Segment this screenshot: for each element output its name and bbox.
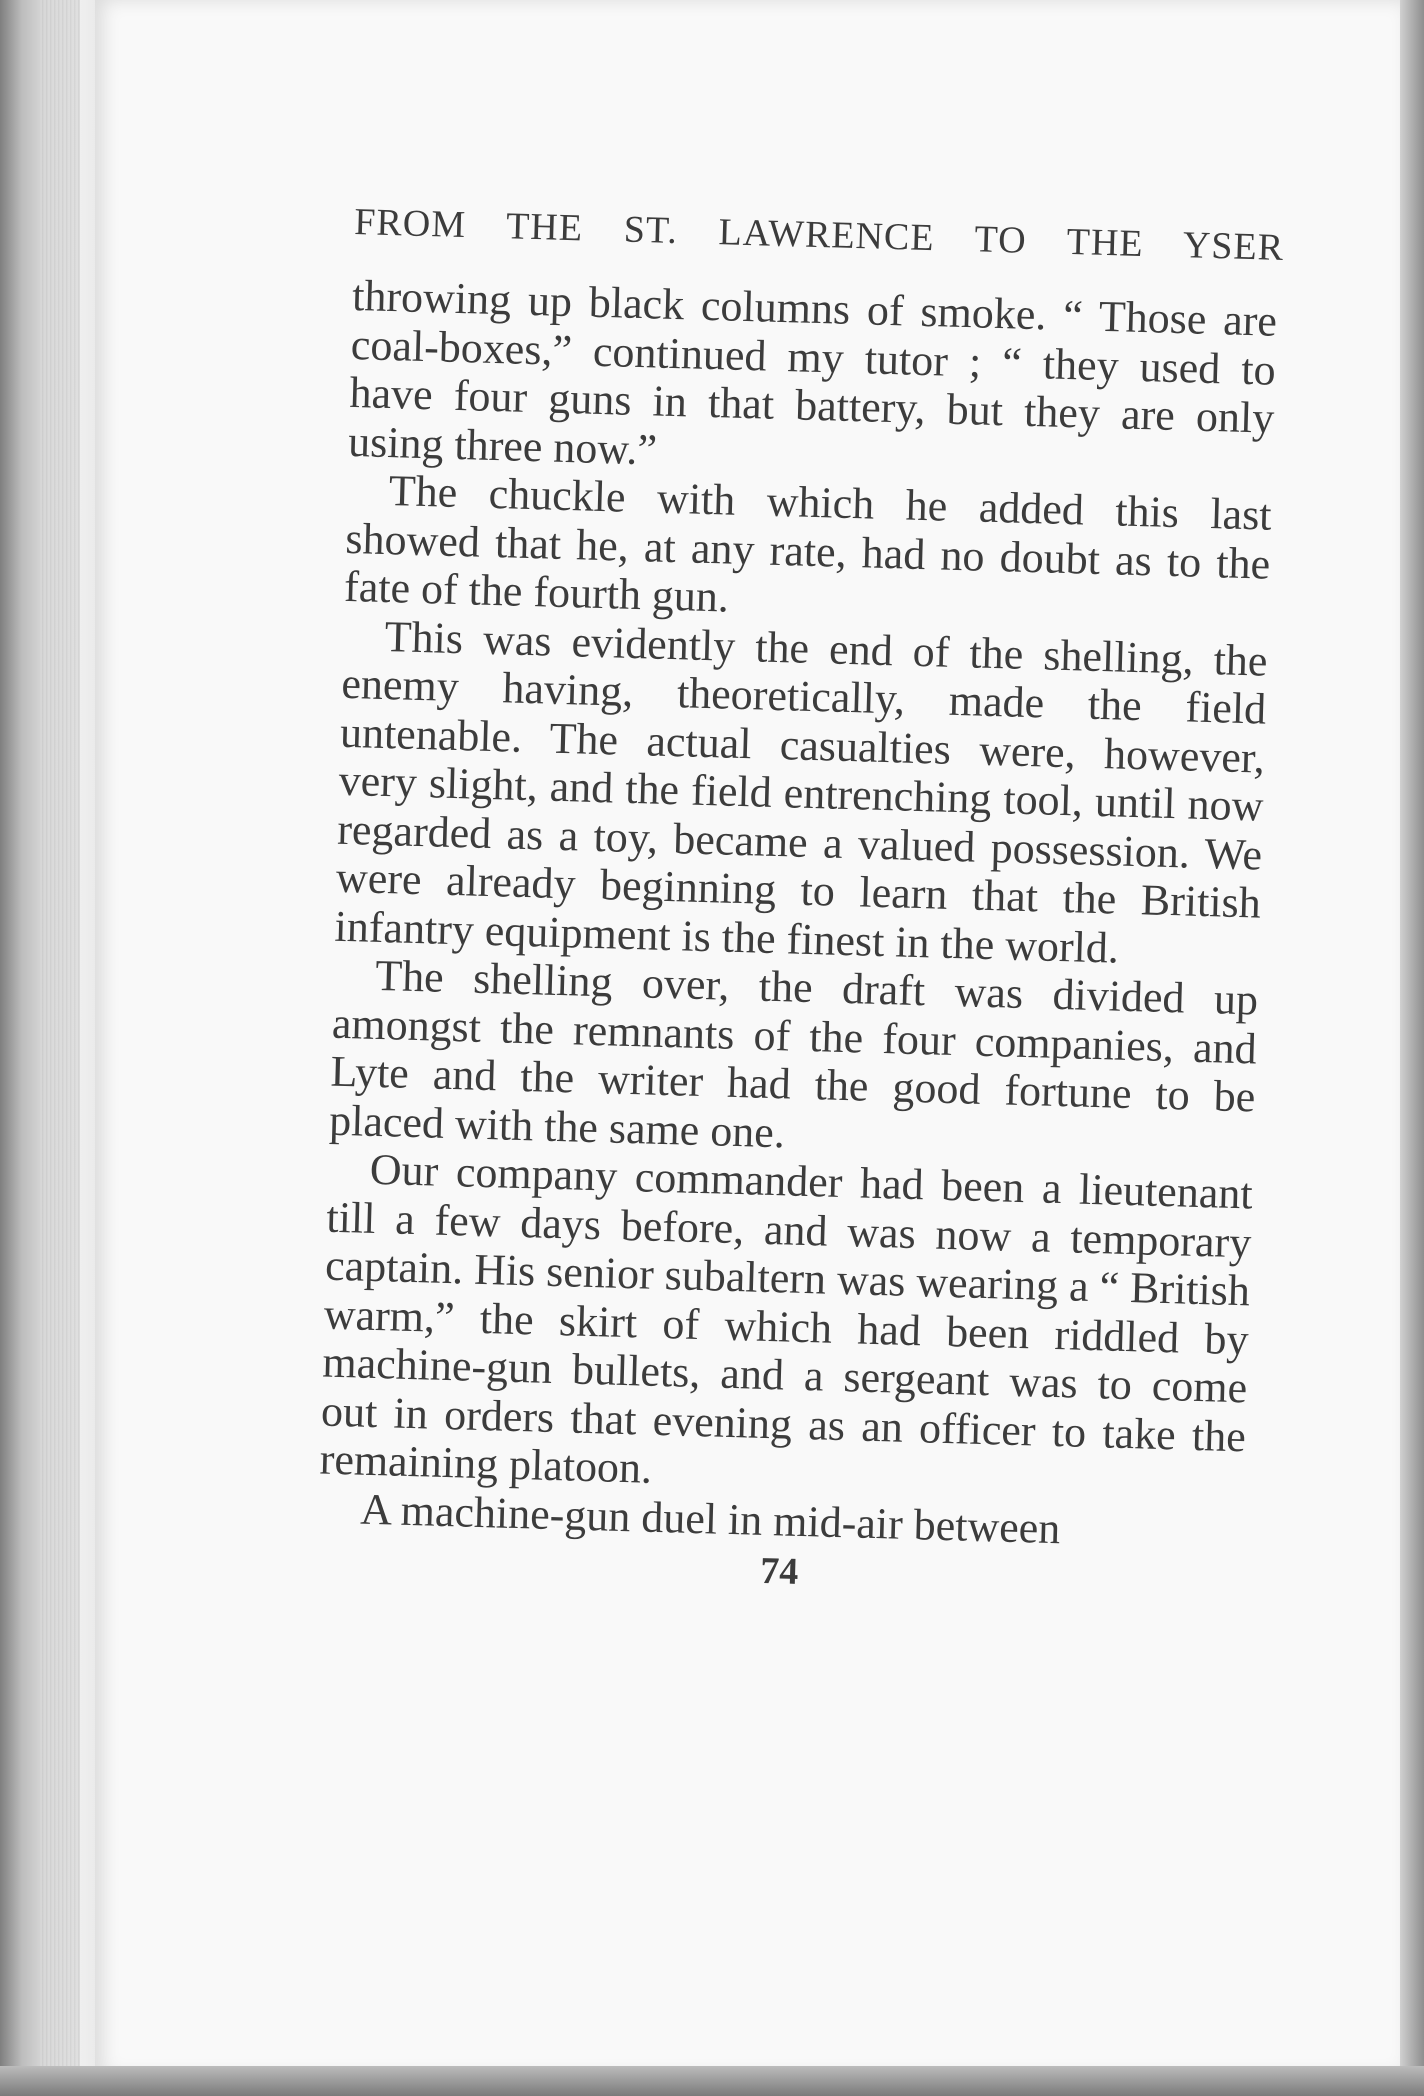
- right-edge-shadow: [1400, 0, 1424, 2096]
- paragraph: The shelling over, the draft was divided up amongst the remnants of the four companies, and Lyte and the writer had the good fortune to be placed with the same one.: [328, 950, 1259, 1157]
- paragraph: throwing up black columns of smoke. “ Those are coal-boxes,” continued my tutor ; “ they used to have four guns in that battery, but they are only using three now.”: [347, 270, 1278, 475]
- running-head: FROM THE ST. LAWRENCE TO THE YSER: [353, 200, 1285, 269]
- bottom-edge-shadow: [0, 2066, 1424, 2096]
- page-number: 74: [759, 1549, 799, 1593]
- paragraph: Our company commander had been a lieutenant till a few days before, and was now a temporary captain. His senior subaltern was wearing a “ British warm,” the skirt of which had been riddled by machine-gun bullets, and a sergeant was to come out in orders that evening as an officer to take the remaining platoon.: [319, 1144, 1254, 1493]
- paragraph: A machine-gun duel in mid-air between: [359, 1484, 1061, 1553]
- paragraph: This was evidently the end of the shelling, the enemy having, theoretically, made the field untenable. The actual casualties were, however, very slight, and the field entrenching tool, until now regarded as a toy, became a valued possession. We were already beginning to learn that the British infantry equipment is the finest in the world.: [334, 611, 1269, 973]
- paragraph: The chuckle with which he added this last showed that he, at any rate, had no doubt as to the fate of the fourth gun.: [343, 466, 1273, 622]
- page-text-block: [316, 200, 1284, 1606]
- page-stack-edges: [40, 0, 80, 2096]
